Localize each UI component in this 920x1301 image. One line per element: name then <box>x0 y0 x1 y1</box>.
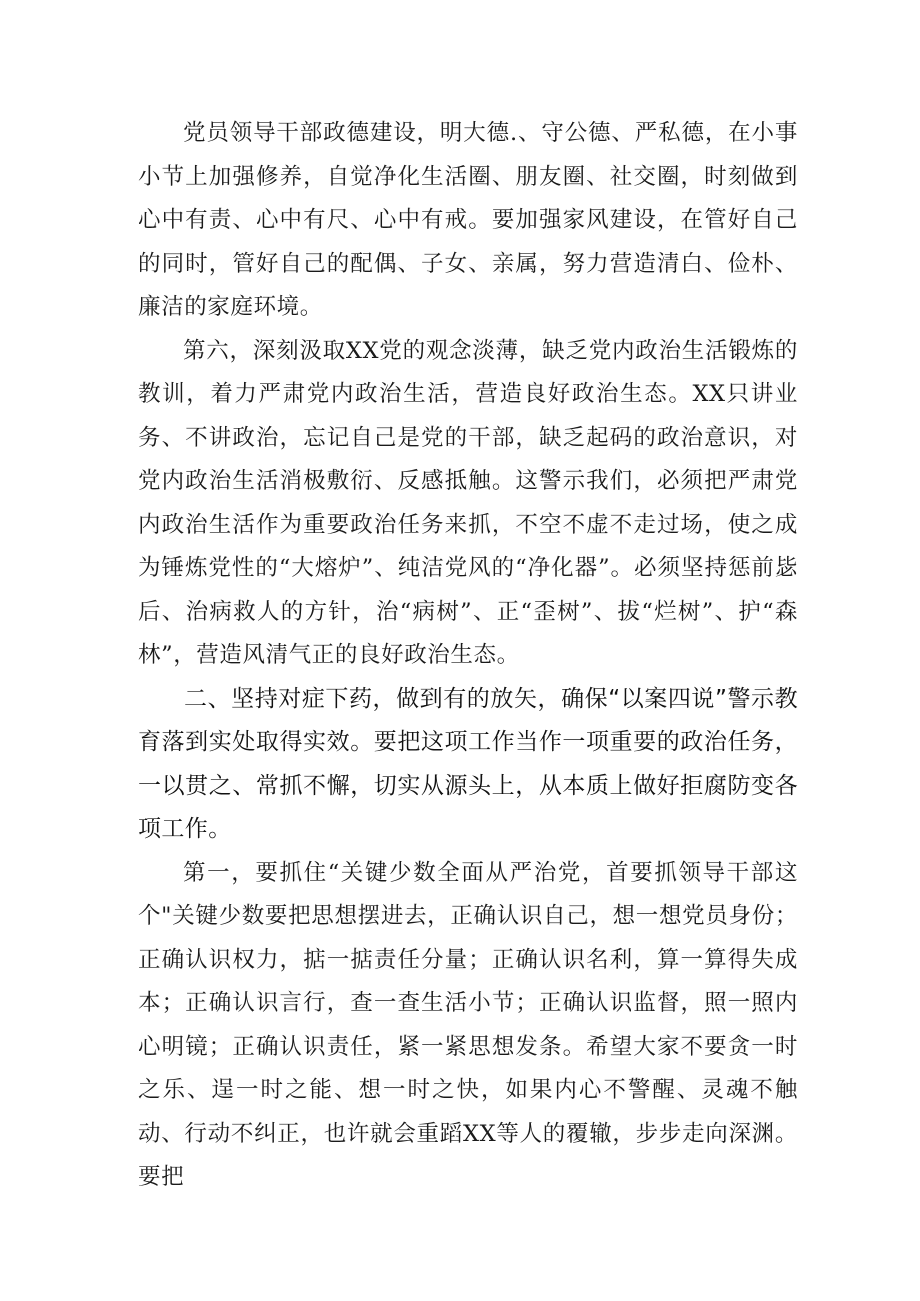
document-body <box>138 112 798 1200</box>
paragraph-sixth-point: 第六，深刻汲取XX党的观念淡薄，缺乏党内政治生活锻炼的教训，着力严肃党内政治生活，营造良好政治生态。XX只讲业务、不讲政治，忘记自己是党的干部，缺乏起码的政治意识，对党内政治生活消极敷衍、反感抵触。这警示我们，必须把严肃党内政治生活作为重要政治任务来抓，不空不虚不走过场，使之成为锤炼党性的“大熔炉”、纯洁党风的“净化器”。必须坚持惩前毖后、治病救人的方针，治“病树”、正“歪树”、拔“烂树”、护“森林”，营造风清气正的良好政治生态。 <box>138 337 798 668</box>
section-heading-two: 二、坚持对症下药，做到有的放矢，确保“以案四说”警示教育落到实处取得实效。要把这项工作当作一项重要的政治任务，一以贯之、常抓不懈，切实从源头上，从本质上做好拒腐防变各项工作。 <box>138 685 798 842</box>
paragraph-family-ethics: 党员领导干部政德建设，明大德.、守公德、严私德，在小事小节上加强修养，自觉净化生活圈、朋友圈、社交圈，时刻做到心中有责、心中有尺、心中有戒。要加强家风建设，在管好自己的同时，管好自己的配偶、子女、亲属，努力营造清白、俭朴、廉洁的家庭环境。 <box>138 120 798 320</box>
paragraph-first-point: 第一，要抓住“关键少数全面从严治党，首要抓领导干部这个"关键少数要把思想摆进去，正确认识自己，想一想党员身份；正确认识权力，掂一掂责任分量；正确认识名利，算一算得失成本；正确认识言行，查一查生活小节；正确认识监督，照一照内心明镜；正确认识责任，紧一紧思想发条。希望大家不要贪一时之乐、逞一时之能、想一时之快，如果内心不警醒、灵魂不触动、行动不纠正，也许就会重蹈XX等人的覆辙，步步走向深渊。要把 <box>138 859 798 1190</box>
